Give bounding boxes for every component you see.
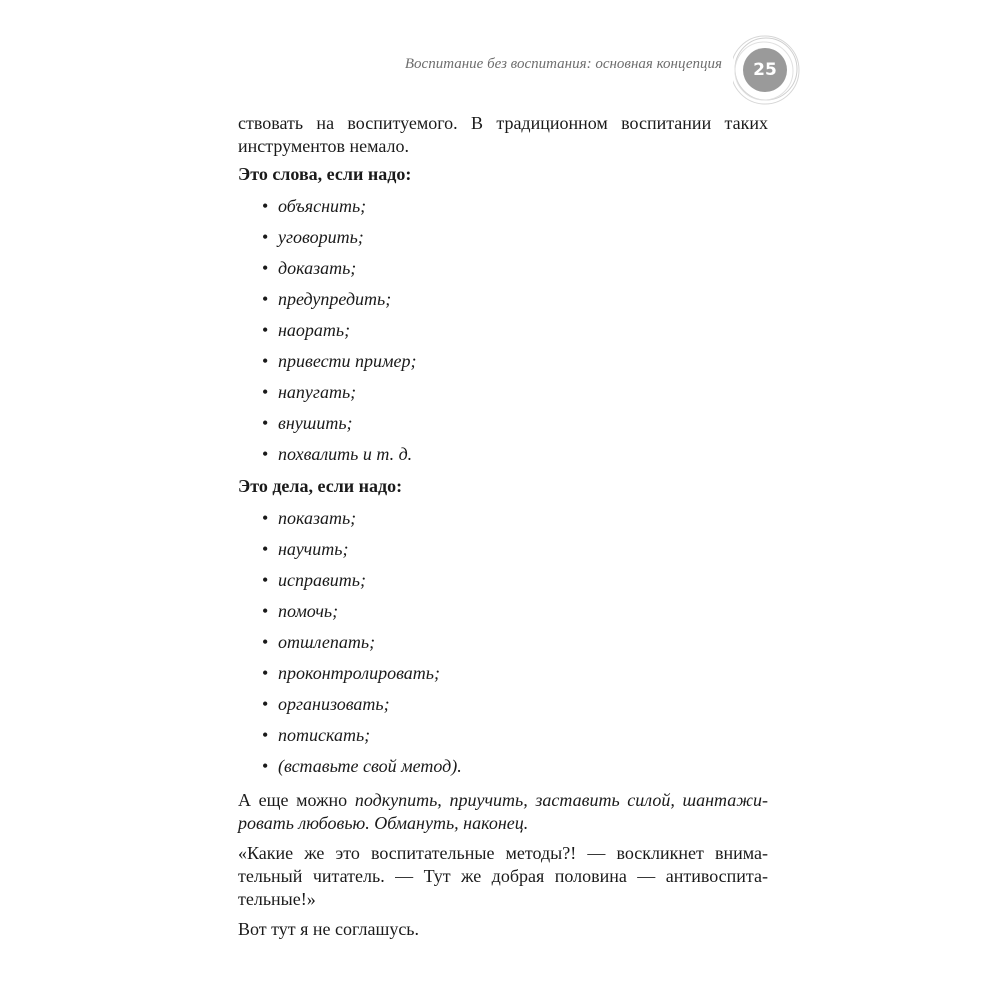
opening-line: инструментов немало. bbox=[238, 136, 410, 156]
bullet-icon: • bbox=[262, 413, 269, 433]
quote-line: тельные!» bbox=[238, 889, 316, 909]
bullet-icon: • bbox=[262, 289, 269, 309]
running-header-title: Воспитание без воспитания: основная концепция bbox=[404, 56, 722, 72]
list-item: • научить; bbox=[262, 534, 768, 565]
list-item: • предупредить; bbox=[262, 284, 768, 315]
bullet-icon: • bbox=[262, 258, 269, 278]
words-heading: Это слова, если надо: bbox=[238, 164, 412, 184]
list-item: • уговорить; bbox=[262, 222, 768, 253]
bullet-icon: • bbox=[262, 570, 269, 590]
also-paragraph bbox=[238, 789, 768, 835]
bullet-icon: • bbox=[262, 320, 269, 340]
list-item: • проконтролировать; bbox=[262, 658, 768, 689]
closing-paragraph: Вот тут я не соглашусь. bbox=[238, 919, 420, 939]
bullet-icon: • bbox=[262, 539, 269, 559]
page-body bbox=[238, 112, 768, 941]
page-number: 25 bbox=[753, 60, 777, 80]
opening-line: ствовать на воспитуемого. В традиционном воспитании таких bbox=[238, 113, 768, 133]
list-item: • напугать; bbox=[262, 377, 768, 408]
list-item: • показать; bbox=[262, 503, 768, 534]
quote-line: «Какие же это воспитательные методы?! — воскликнет внима- bbox=[238, 843, 768, 863]
also-line: ровать любовью. Обмануть, наконец. bbox=[238, 813, 529, 833]
quote-paragraph bbox=[238, 842, 768, 911]
list-item: • доказать; bbox=[262, 253, 768, 284]
list-item: • исправить; bbox=[262, 565, 768, 596]
also-line: А еще можно подкупить, приучить, заставить силой, шантажи- bbox=[238, 790, 768, 810]
deeds-heading: Это дела, если надо: bbox=[238, 476, 403, 496]
bullet-icon: • bbox=[262, 382, 269, 402]
bullet-icon: • bbox=[262, 632, 269, 652]
list-item: • внушить; bbox=[262, 408, 768, 439]
list-item: • похвалить и т. д. bbox=[262, 439, 768, 470]
bullet-icon: • bbox=[262, 508, 269, 528]
bullet-icon: • bbox=[262, 756, 269, 776]
words-list bbox=[238, 191, 768, 470]
bullet-icon: • bbox=[262, 725, 269, 745]
opening-paragraph bbox=[238, 112, 768, 158]
list-item: • привести пример; bbox=[262, 346, 768, 377]
list-item: • отшлепать; bbox=[262, 627, 768, 658]
list-item: • организовать; bbox=[262, 689, 768, 720]
quote-line: тельный читатель. — Тут же добрая половина — антивоспита- bbox=[238, 866, 768, 886]
bullet-icon: • bbox=[262, 694, 269, 714]
page-number-badge bbox=[733, 34, 805, 106]
bullet-icon: • bbox=[262, 196, 269, 216]
deeds-list bbox=[238, 503, 768, 782]
bullet-icon: • bbox=[262, 601, 269, 621]
list-item: • объяснить; bbox=[262, 191, 768, 222]
bullet-icon: • bbox=[262, 351, 269, 371]
bullet-icon: • bbox=[262, 227, 269, 247]
list-item: • (вставьте свой метод). bbox=[262, 751, 768, 782]
bullet-icon: • bbox=[262, 444, 269, 464]
list-item: • потискать; bbox=[262, 720, 768, 751]
bullet-icon: • bbox=[262, 663, 269, 683]
list-item: • наорать; bbox=[262, 315, 768, 346]
list-item: • помочь; bbox=[262, 596, 768, 627]
